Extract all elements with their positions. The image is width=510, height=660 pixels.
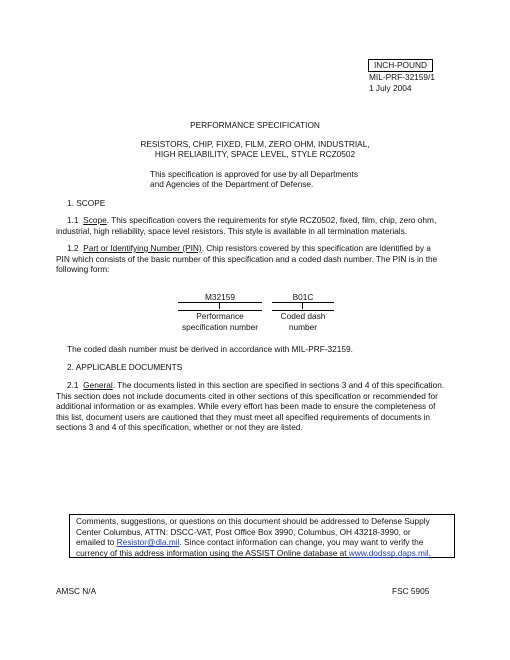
- scope-paragraph: [56, 215, 476, 236]
- general-text-line-1: . The documents listed in this section are specified in sections 3 and 4 of this specification.: [112, 380, 445, 390]
- scope-number: 1.1: [67, 215, 79, 225]
- pin-tick-2: [302, 302, 303, 309]
- comments-line-2: Center Columbus, ATTN: DSCC-VAT, Post Office Box 3990, Columbus, OH 43218-3990, or: [76, 526, 411, 537]
- inch-pound-label: INCH-POUND: [368, 59, 433, 72]
- comments-line-4-prefix: currency of this address information using the ASSIST Online database at: [76, 547, 349, 558]
- assist-url-link[interactable]: www.dodssp.daps.mil: [348, 547, 429, 558]
- general-text-line-4: this list, document users are cautioned that they must meet all specified requirements of documents in: [56, 411, 431, 422]
- scope-text-line-2: industrial, high reliability, space level resistors. This style is available in all termination materials.: [56, 225, 408, 236]
- pin-part-specification: M32159: [205, 292, 235, 302]
- general-text-line-5: sections 3 and 4 of this specification, whether or not they are listed.: [56, 422, 303, 433]
- general-paragraph: [56, 380, 476, 433]
- title-line-1: RESISTORS, CHIP, FIXED, FILM, ZERO OHM, INDUSTRIAL,: [140, 139, 370, 149]
- fsc-label: FSC 5905: [392, 586, 430, 596]
- pin-label-1-line-1: Performance: [196, 311, 244, 321]
- pin-paragraph: [56, 243, 476, 275]
- comments-line-3: [76, 537, 452, 548]
- approval-line-1: This specification is approved for use by all Departments: [150, 169, 358, 179]
- pin-text-line-1: . Chip resistors covered by this specification are identified by a: [201, 243, 431, 253]
- comments-line-4-suffix: .: [428, 547, 431, 558]
- pin-underline-1: [178, 302, 262, 303]
- scope-heading: 1. SCOPE: [67, 198, 106, 208]
- pin-label-specification: [175, 311, 265, 332]
- title-line-2: HIGH RELIABILITY, SPACE LEVEL, STYLE RCZ0502: [154, 149, 356, 159]
- pin-section-title: Part or Identifying Number (PIN): [83, 243, 202, 253]
- pin-label-2-line-1: Coded dash: [280, 311, 326, 321]
- general-title: General: [83, 380, 113, 390]
- spec-type-title: PERFORMANCE SPECIFICATION: [190, 120, 320, 130]
- applicable-documents-heading: 2. APPLICABLE DOCUMENTS: [67, 362, 183, 372]
- comments-line-1: Comments, suggestions, or questions on this document should be addressed to Defense Supply: [76, 516, 430, 526]
- pin-text-line-3: following form:: [56, 264, 110, 275]
- scope-title: Scope: [83, 215, 107, 225]
- general-text-line-2: This section does not include documents cited in other sections of this specification or recommended for: [56, 390, 438, 401]
- pin-part-dash-number: B01C: [292, 292, 314, 302]
- dash-number-note: The coded dash number must be derived in accordance with MIL-PRF-32159.: [67, 344, 353, 354]
- pin-section-number: 1.2: [67, 243, 79, 253]
- pin-label-dash-number: [268, 311, 338, 332]
- comments-line-4: [76, 548, 452, 559]
- general-text-line-3: additional information or as examples. While every effort has been made to ensure the completeness of: [56, 401, 436, 412]
- scope-text-line-1: . This specification covers the requirements for style RCZ0502, fixed, film, chip, zero ohm,: [106, 215, 437, 225]
- document-number: MIL-PRF-32159/1: [369, 72, 435, 82]
- pin-text-line-2: PIN which consists of the basic number of this specification and a coded dash number. The PIN is in the: [56, 253, 438, 264]
- email-link[interactable]: Resistor@dla.mil: [116, 537, 180, 548]
- approval-line-2: and Agencies of the Department of Defense.: [150, 179, 314, 189]
- general-number: 2.1: [67, 380, 79, 390]
- pin-tick-1: [219, 302, 220, 309]
- comments-line-3-prefix: emailed to: [76, 537, 117, 548]
- comments-line-3-suffix: . Since contact information can change, you may want to verify the: [179, 537, 424, 548]
- pin-label-1-line-2: specification number: [181, 321, 259, 332]
- document-date: 1 July 2004: [369, 83, 412, 93]
- pin-underline-2: [272, 302, 334, 303]
- pin-label-2-line-2: number: [288, 321, 318, 332]
- amsc-label: AMSC N/A: [56, 586, 97, 596]
- comments-box-text: [76, 516, 452, 558]
